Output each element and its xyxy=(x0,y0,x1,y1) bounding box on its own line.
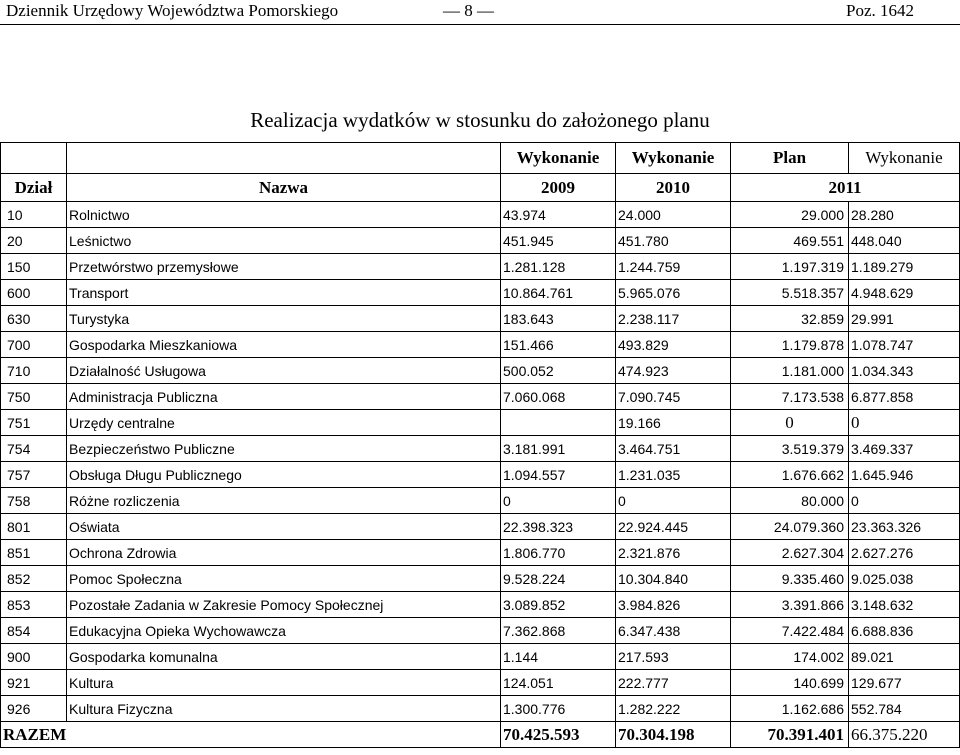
wykonanie-2011-cell: 3.148.632 xyxy=(849,592,960,618)
header-dzial: Dział xyxy=(1,174,67,202)
wykonanie-2011-cell: 89.021 xyxy=(849,644,960,670)
table-row xyxy=(1,670,960,696)
wykonanie-2009-cell: 9.528.224 xyxy=(501,566,616,592)
wykonanie-2010-cell: 10.304.840 xyxy=(616,566,731,592)
nazwa-cell: Ochrona Zdrowia xyxy=(67,540,501,566)
plan-2011-cell: 5.518.357 xyxy=(731,280,849,306)
dzial-cell: 801 xyxy=(1,514,67,540)
dzial-cell: 758 xyxy=(1,488,67,514)
wykonanie-2010-cell: 222.777 xyxy=(616,670,731,696)
wykonanie-2011-cell: 0 xyxy=(849,410,960,436)
header-year-2010: 2010 xyxy=(616,174,731,202)
wykonanie-2011-cell: 2.627.276 xyxy=(849,540,960,566)
wykonanie-2010-cell: 451.780 xyxy=(616,228,731,254)
dzial-cell: 757 xyxy=(1,462,67,488)
wykonanie-2011-cell: 23.363.326 xyxy=(849,514,960,540)
nazwa-cell: Kultura xyxy=(67,670,501,696)
dzial-cell: 20 xyxy=(1,228,67,254)
wykonanie-2009-cell: 0 xyxy=(501,488,616,514)
header-plan-2011: Plan xyxy=(731,143,849,174)
wykonanie-2011-cell: 1.645.946 xyxy=(849,462,960,488)
wykonanie-2010-cell: 22.924.445 xyxy=(616,514,731,540)
wykonanie-2009-cell: 500.052 xyxy=(501,358,616,384)
header-wykonanie-2009: Wykonanie xyxy=(501,143,616,174)
header-wykonanie-2010: Wykonanie xyxy=(616,143,731,174)
nazwa-cell: Urzędy centralne xyxy=(67,410,501,436)
nazwa-cell: Różne rozliczenia xyxy=(67,488,501,514)
dzial-cell: 854 xyxy=(1,618,67,644)
wykonanie-2009-cell: 124.051 xyxy=(501,670,616,696)
plan-2011-cell: 24.079.360 xyxy=(731,514,849,540)
wykonanie-2009-cell: 1.806.770 xyxy=(501,540,616,566)
wykonanie-2010-cell: 19.166 xyxy=(616,410,731,436)
table-row xyxy=(1,384,960,410)
plan-2011-cell: 2.627.304 xyxy=(731,540,849,566)
wykonanie-2009-cell: 7.060.068 xyxy=(501,384,616,410)
plan-2011-cell: 140.699 xyxy=(731,670,849,696)
wykonanie-2009-cell xyxy=(501,410,616,436)
wykonanie-2010-cell: 217.593 xyxy=(616,644,731,670)
wykonanie-2011-cell: 9.025.038 xyxy=(849,566,960,592)
wykonanie-2010-cell: 24.000 xyxy=(616,202,731,228)
wykonanie-2010-cell: 2.321.876 xyxy=(616,540,731,566)
nazwa-cell: Kultura Fizyczna xyxy=(67,696,501,722)
total-plan-2011: 70.391.401 xyxy=(731,722,849,748)
table-row xyxy=(1,254,960,280)
plan-2011-cell: 3.391.866 xyxy=(731,592,849,618)
wykonanie-2010-cell: 3.984.826 xyxy=(616,592,731,618)
dzial-cell: 851 xyxy=(1,540,67,566)
table-row xyxy=(1,462,960,488)
plan-2011-cell: 0 xyxy=(731,410,849,436)
wykonanie-2011-cell: 6.877.858 xyxy=(849,384,960,410)
journal-name: Dziennik Urzędowy Województwa Pomorskiego xyxy=(6,1,339,20)
wykonanie-2009-cell: 3.181.991 xyxy=(501,436,616,462)
expenditure-table xyxy=(0,142,960,748)
table-row xyxy=(1,228,960,254)
wykonanie-2010-cell: 7.090.745 xyxy=(616,384,731,410)
dzial-cell: 750 xyxy=(1,384,67,410)
wykonanie-2011-cell: 3.469.337 xyxy=(849,436,960,462)
total-wykonanie-2011: 66.375.220 xyxy=(849,722,960,748)
table-row xyxy=(1,514,960,540)
table-row xyxy=(1,618,960,644)
total-row xyxy=(1,722,960,748)
wykonanie-2010-cell: 2.238.117 xyxy=(616,306,731,332)
nazwa-cell: Gospodarka komunalna xyxy=(67,644,501,670)
plan-2011-cell: 1.676.662 xyxy=(731,462,849,488)
plan-2011-cell: 174.002 xyxy=(731,644,849,670)
header-year-2009: 2009 xyxy=(501,174,616,202)
plan-2011-cell: 1.179.878 xyxy=(731,332,849,358)
nazwa-cell: Administracja Publiczna xyxy=(67,384,501,410)
header-year-2011: 2011 xyxy=(731,174,960,202)
wykonanie-2010-cell: 6.347.438 xyxy=(616,618,731,644)
page-header xyxy=(0,0,960,25)
wykonanie-2009-cell: 1.300.776 xyxy=(501,696,616,722)
wykonanie-2011-cell: 552.784 xyxy=(849,696,960,722)
plan-2011-cell: 1.197.319 xyxy=(731,254,849,280)
wykonanie-2010-cell: 1.282.222 xyxy=(616,696,731,722)
plan-2011-cell: 80.000 xyxy=(731,488,849,514)
wykonanie-2011-cell: 129.677 xyxy=(849,670,960,696)
nazwa-cell: Działalność Usługowa xyxy=(67,358,501,384)
header-empty-cell xyxy=(1,143,67,174)
wykonanie-2009-cell: 22.398.323 xyxy=(501,514,616,540)
wykonanie-2009-cell: 43.974 xyxy=(501,202,616,228)
dzial-cell: 600 xyxy=(1,280,67,306)
nazwa-cell: Rolnictwo xyxy=(67,202,501,228)
position-number: Poz. 1642 xyxy=(846,1,914,20)
wykonanie-2010-cell: 1.231.035 xyxy=(616,462,731,488)
wykonanie-2011-cell: 4.948.629 xyxy=(849,280,960,306)
header-empty-cell xyxy=(67,143,501,174)
plan-2011-cell: 29.000 xyxy=(731,202,849,228)
nazwa-cell: Przetwórstwo przemysłowe xyxy=(67,254,501,280)
table-row xyxy=(1,306,960,332)
wykonanie-2009-cell: 7.362.868 xyxy=(501,618,616,644)
wykonanie-2009-cell: 451.945 xyxy=(501,228,616,254)
wykonanie-2011-cell: 29.991 xyxy=(849,306,960,332)
wykonanie-2011-cell: 1.078.747 xyxy=(849,332,960,358)
header-nazwa: Nazwa xyxy=(67,174,501,202)
table-row xyxy=(1,280,960,306)
wykonanie-2011-cell: 0 xyxy=(849,488,960,514)
wykonanie-2011-cell: 1.034.343 xyxy=(849,358,960,384)
total-label: RAZEM xyxy=(1,722,501,748)
wykonanie-2010-cell: 1.244.759 xyxy=(616,254,731,280)
wykonanie-2011-cell: 6.688.836 xyxy=(849,618,960,644)
wykonanie-2011-cell: 448.040 xyxy=(849,228,960,254)
plan-2011-cell: 1.162.686 xyxy=(731,696,849,722)
plan-2011-cell: 1.181.000 xyxy=(731,358,849,384)
nazwa-cell: Oświata xyxy=(67,514,501,540)
plan-2011-cell: 7.422.484 xyxy=(731,618,849,644)
table-row xyxy=(1,696,960,722)
table-title: Realizacja wydatków w stosunku do założonego planu xyxy=(250,108,710,132)
plan-2011-cell: 3.519.379 xyxy=(731,436,849,462)
dzial-cell: 751 xyxy=(1,410,67,436)
nazwa-cell: Bezpieczeństwo Publiczne xyxy=(67,436,501,462)
wykonanie-2010-cell: 3.464.751 xyxy=(616,436,731,462)
nazwa-cell: Gospodarka Mieszkaniowa xyxy=(67,332,501,358)
dzial-cell: 852 xyxy=(1,566,67,592)
header-row-2 xyxy=(1,174,960,202)
dzial-cell: 630 xyxy=(1,306,67,332)
wykonanie-2010-cell: 474.923 xyxy=(616,358,731,384)
nazwa-cell: Leśnictwo xyxy=(67,228,501,254)
table-row xyxy=(1,644,960,670)
table-row xyxy=(1,332,960,358)
plan-2011-cell: 7.173.538 xyxy=(731,384,849,410)
nazwa-cell: Pozostałe Zadania w Zakresie Pomocy Społecznej xyxy=(67,592,501,618)
plan-2011-cell: 9.335.460 xyxy=(731,566,849,592)
plan-2011-cell: 32.859 xyxy=(731,306,849,332)
dzial-cell: 150 xyxy=(1,254,67,280)
wykonanie-2009-cell: 151.466 xyxy=(501,332,616,358)
nazwa-cell: Turystyka xyxy=(67,306,501,332)
dzial-cell: 900 xyxy=(1,644,67,670)
dzial-cell: 710 xyxy=(1,358,67,384)
header-row-1 xyxy=(1,143,960,174)
wykonanie-2011-cell: 28.280 xyxy=(849,202,960,228)
table-row xyxy=(1,358,960,384)
dzial-cell: 853 xyxy=(1,592,67,618)
dzial-cell: 700 xyxy=(1,332,67,358)
dzial-cell: 926 xyxy=(1,696,67,722)
table-row xyxy=(1,488,960,514)
wykonanie-2010-cell: 5.965.076 xyxy=(616,280,731,306)
total-wykonanie-2009: 70.425.593 xyxy=(501,722,616,748)
wykonanie-2009-cell: 183.643 xyxy=(501,306,616,332)
wykonanie-2009-cell: 3.089.852 xyxy=(501,592,616,618)
nazwa-cell: Pomoc Społeczna xyxy=(67,566,501,592)
header-wykonanie-2011: Wykonanie xyxy=(849,143,960,174)
wykonanie-2009-cell: 1.281.128 xyxy=(501,254,616,280)
dzial-cell: 921 xyxy=(1,670,67,696)
total-wykonanie-2010: 70.304.198 xyxy=(616,722,731,748)
page-number: — 8 — xyxy=(443,1,494,20)
dzial-cell: 10 xyxy=(1,202,67,228)
table-row xyxy=(1,410,960,436)
wykonanie-2011-cell: 1.189.279 xyxy=(849,254,960,280)
wykonanie-2009-cell: 10.864.761 xyxy=(501,280,616,306)
nazwa-cell: Obsługa Długu Publicznego xyxy=(67,462,501,488)
table-row xyxy=(1,566,960,592)
wykonanie-2009-cell: 1.144 xyxy=(501,644,616,670)
table-row xyxy=(1,202,960,228)
table-row xyxy=(1,436,960,462)
wykonanie-2010-cell: 493.829 xyxy=(616,332,731,358)
wykonanie-2010-cell: 0 xyxy=(616,488,731,514)
nazwa-cell: Edukacyjna Opieka Wychowawcza xyxy=(67,618,501,644)
plan-2011-cell: 469.551 xyxy=(731,228,849,254)
wykonanie-2009-cell: 1.094.557 xyxy=(501,462,616,488)
table-row xyxy=(1,540,960,566)
nazwa-cell: Transport xyxy=(67,280,501,306)
dzial-cell: 754 xyxy=(1,436,67,462)
table-row xyxy=(1,592,960,618)
